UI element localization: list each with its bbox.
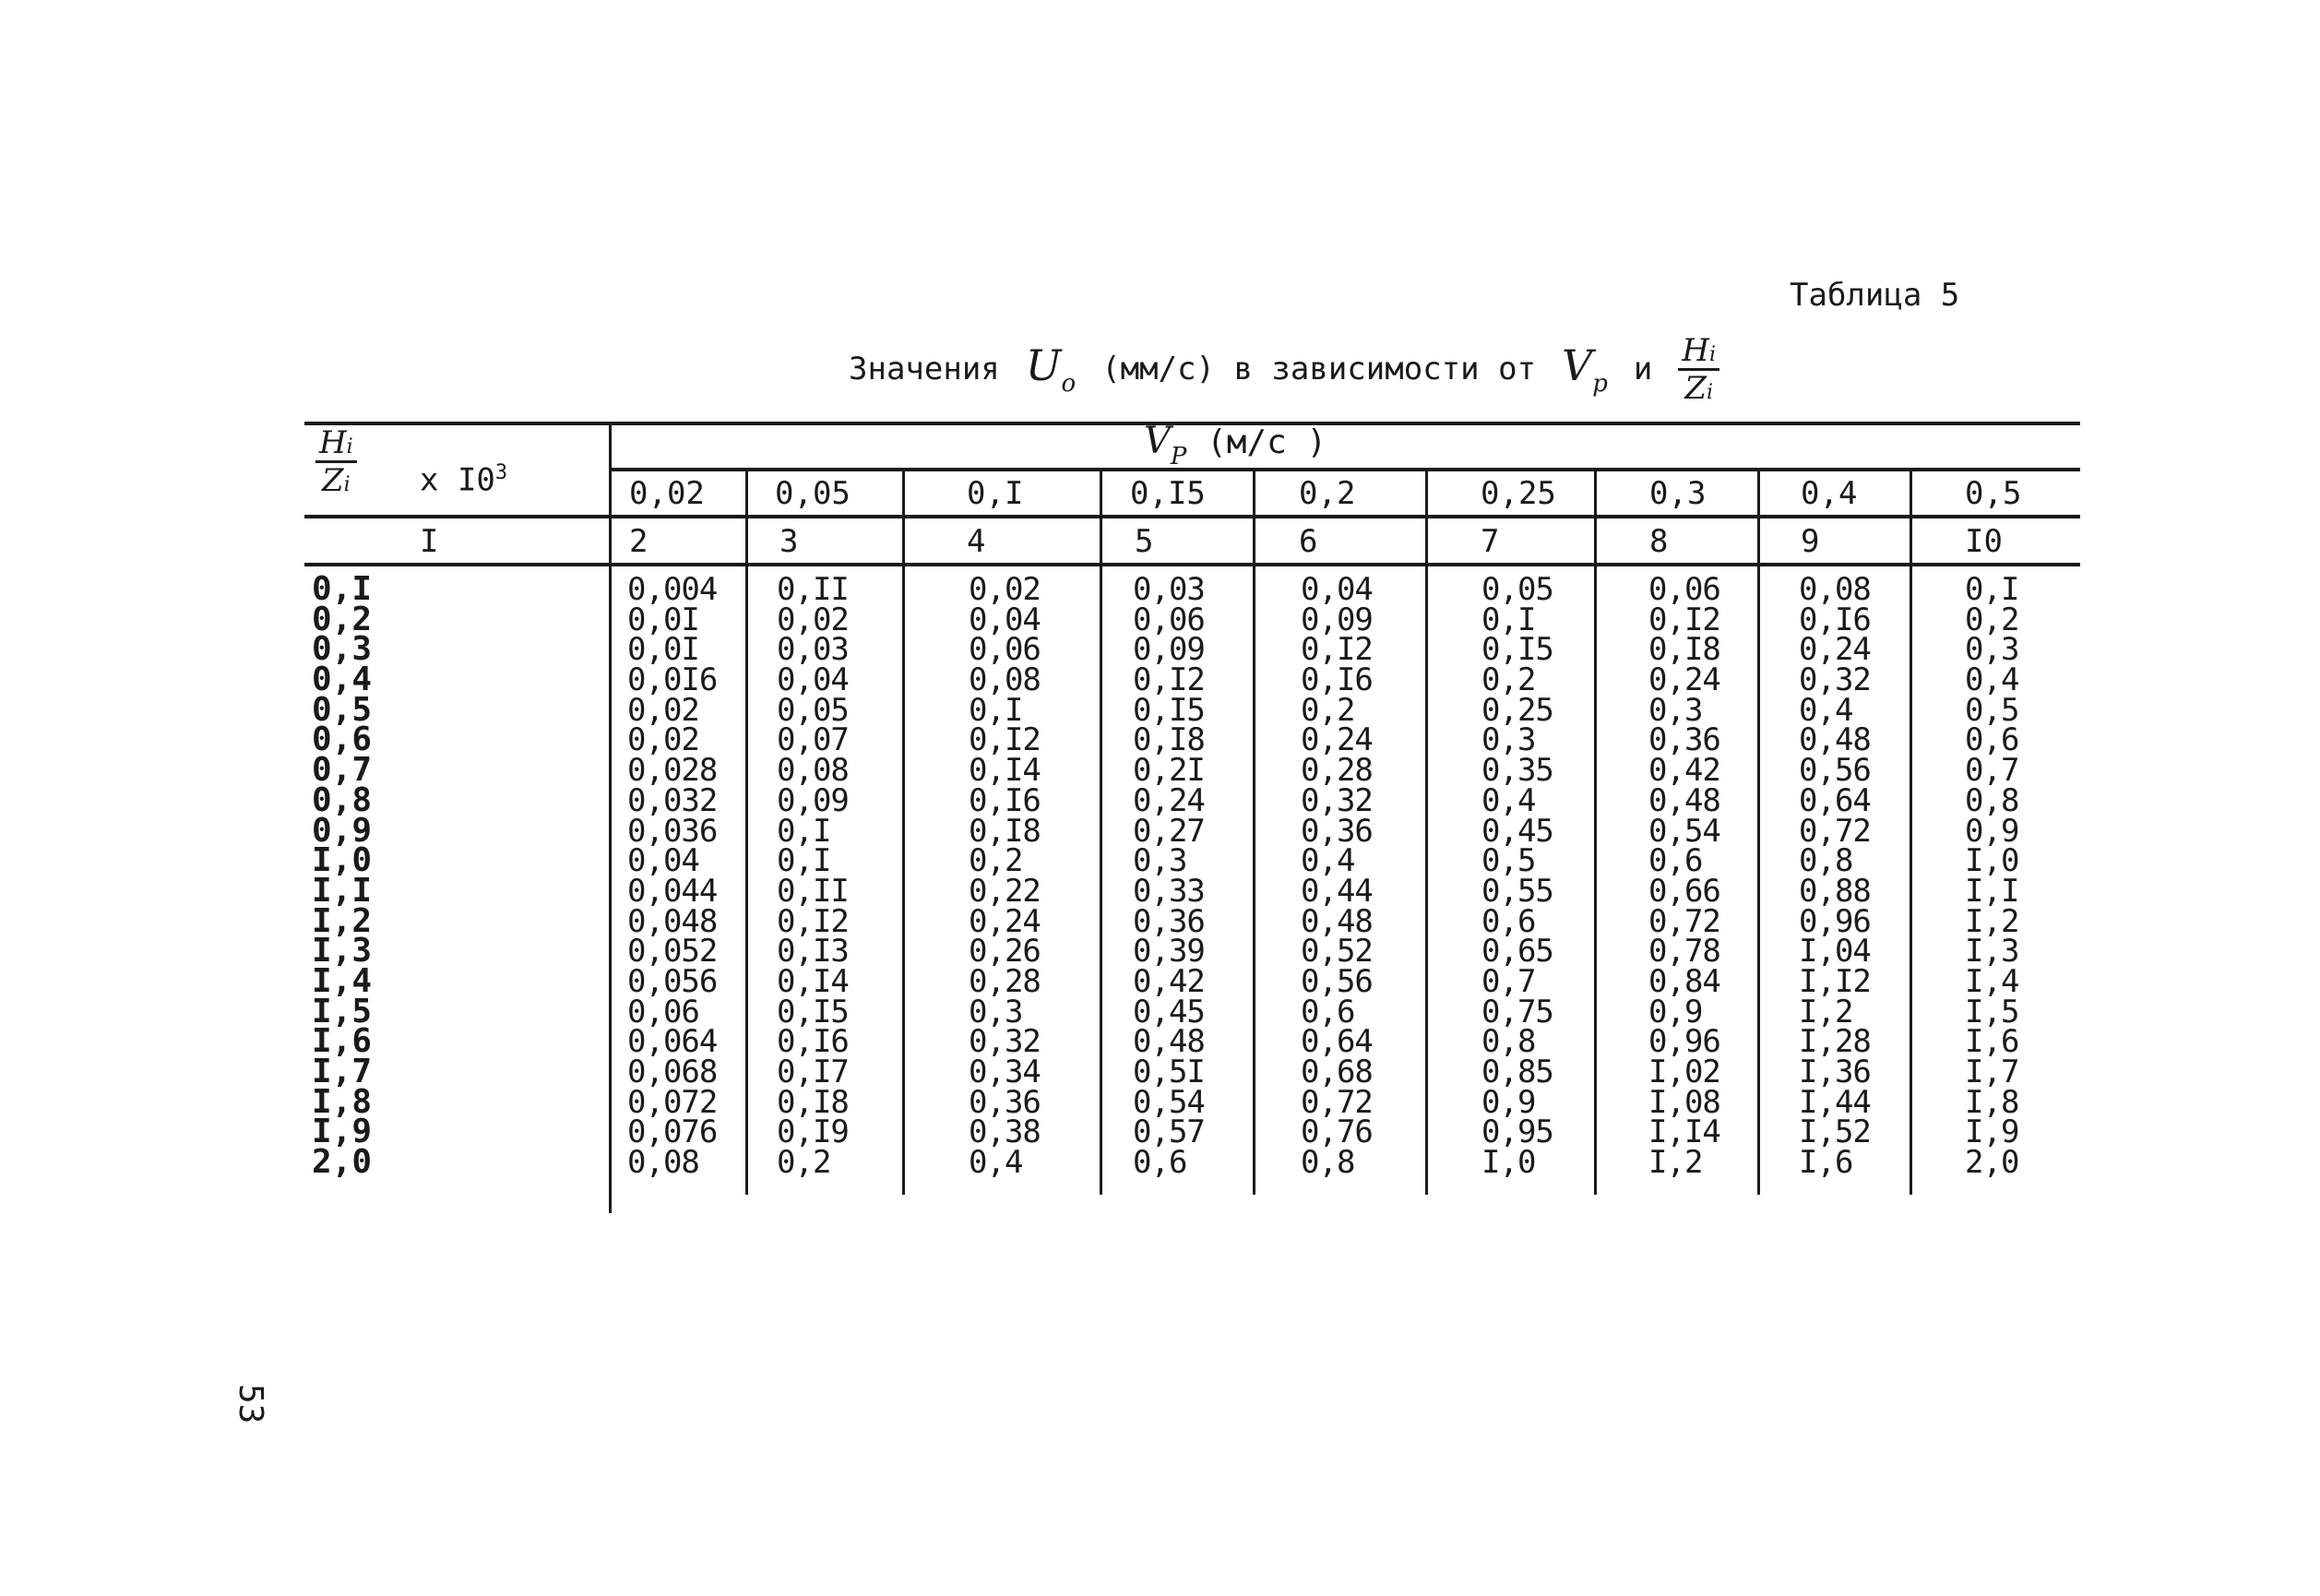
table-cell: I,9 xyxy=(1965,1114,2019,1151)
table-cell: 0,06 xyxy=(627,993,699,1030)
column-divider xyxy=(1910,468,1912,1195)
column-header-value: 0,25 xyxy=(1481,475,1556,512)
row-label: 0,5 xyxy=(312,690,373,729)
table-cell: 0,064 xyxy=(627,1023,718,1061)
table-cell: 0,052 xyxy=(627,933,718,971)
table-cell: 0,88 xyxy=(1799,872,1871,910)
table-cell: 0,I2 xyxy=(969,721,1041,759)
column-number: 4 xyxy=(967,523,986,560)
table-cell: 0,38 xyxy=(969,1114,1041,1151)
row-label: 0,2 xyxy=(312,600,373,638)
table-number-label: Таблица 5 xyxy=(1790,277,1960,314)
table-cell: 0,54 xyxy=(1133,1083,1205,1121)
table-cell: 0,09 xyxy=(1133,631,1205,669)
table-cell: 0,08 xyxy=(1799,571,1871,608)
table-cell: 0,3 xyxy=(1133,842,1187,880)
group-header-rule xyxy=(609,468,2080,471)
row-label: 0,9 xyxy=(312,811,373,850)
table-cell: I,52 xyxy=(1799,1114,1871,1151)
table-cell: I,5 xyxy=(1965,993,2019,1030)
table-cell: 0,I5 xyxy=(777,993,849,1030)
caption-and: и xyxy=(1633,351,1653,387)
table-cell: 0,048 xyxy=(627,902,718,940)
table-cell: 0,28 xyxy=(1301,752,1373,790)
table-cell: 0,72 xyxy=(1301,1083,1373,1121)
table-cell: 0,06 xyxy=(1648,571,1720,608)
table-cell: 0,02 xyxy=(627,721,699,759)
column-divider xyxy=(1594,468,1597,1195)
table-cell: 0,I xyxy=(1481,601,1536,638)
column-header-value: 0,3 xyxy=(1649,475,1707,512)
table-cell: 0,2 xyxy=(969,842,1023,880)
table-cell: 0,8 xyxy=(1481,1023,1536,1061)
table-cell: 0,6 xyxy=(1301,993,1355,1030)
column-number: 5 xyxy=(1135,523,1154,560)
group-header: $V_P$ (м/с ) xyxy=(1144,420,1327,470)
table-cell: 0,8 xyxy=(1799,842,1853,880)
table-cell: 0,25 xyxy=(1481,691,1553,729)
row-label: 0,8 xyxy=(312,780,373,819)
caption-units: (мм/с) в зависимости от xyxy=(1101,351,1537,387)
table-cell: 0,I6 xyxy=(1301,661,1373,699)
data-column-10 xyxy=(1965,571,2019,1182)
table-cell: 0,56 xyxy=(1301,962,1373,1000)
table-cell: I,44 xyxy=(1799,1083,1871,1121)
table-cell: 0,36 xyxy=(1648,721,1720,759)
table-cell: 0,04 xyxy=(969,601,1041,638)
table-cell: 0,2 xyxy=(1481,661,1536,699)
table-cell: 0,04 xyxy=(777,661,849,699)
table-cell: 0,9 xyxy=(1965,812,2019,850)
row-label: I,3 xyxy=(312,932,373,971)
table-cell: 0,06 xyxy=(969,631,1041,669)
table-cell: 0,068 xyxy=(627,1054,718,1090)
row-header-divider xyxy=(609,422,612,1213)
table-cell: 0,24 xyxy=(1133,781,1205,819)
table-cell: 0,72 xyxy=(1799,812,1871,850)
table-cell: 0,I3 xyxy=(777,933,849,971)
column-divider xyxy=(745,468,748,1195)
table-cell: 0,6 xyxy=(1965,721,2019,759)
table-cell: 0,I8 xyxy=(969,812,1041,850)
table-cell: 0,I5 xyxy=(1133,691,1205,729)
table-cell: 0,07 xyxy=(777,721,849,759)
table-cell: 0,2 xyxy=(1301,691,1355,729)
column-number: I0 xyxy=(1965,523,2003,560)
data-column-4 xyxy=(969,571,1041,1182)
table-cell: 0,68 xyxy=(1301,1054,1373,1090)
table-cell: 0,42 xyxy=(1133,962,1205,1000)
table-cell: 0,02 xyxy=(777,601,849,638)
row-label: 0,7 xyxy=(312,751,373,790)
table-cell: 0,I4 xyxy=(969,752,1041,790)
table-cell: I,I2 xyxy=(1799,962,1871,1000)
table-cell: 0,36 xyxy=(969,1083,1041,1121)
table-cell: 0,95 xyxy=(1481,1114,1553,1151)
column-header-value: 0,I xyxy=(967,475,1024,512)
table-cell: 0,I6 xyxy=(1799,601,1871,638)
table-cell: 0,I6 xyxy=(969,781,1041,819)
table-cell: 0,I2 xyxy=(1301,631,1373,669)
table-cell: 0,I2 xyxy=(1648,601,1720,638)
row-header-multiplier: x $I0^3$ xyxy=(420,461,508,499)
table-cell: 0,072 xyxy=(627,1083,718,1121)
column-number: 3 xyxy=(779,523,799,560)
column-divider xyxy=(902,468,905,1195)
column-numbers-rule xyxy=(304,563,2080,566)
table-cell: 0,39 xyxy=(1133,933,1205,971)
table-cell: 0,96 xyxy=(1799,902,1871,940)
table-cell: 0,4 xyxy=(1481,781,1536,819)
table-cell: 0,I7 xyxy=(777,1054,849,1090)
table-cell: 0,9 xyxy=(1648,993,1703,1030)
row-header-number: I xyxy=(420,523,439,560)
table-cell: 0,03 xyxy=(1133,571,1205,608)
table-cell: 0,3 xyxy=(1965,631,2019,669)
table-cell: 0,24 xyxy=(1799,631,1871,669)
table-cell: I,28 xyxy=(1799,1023,1871,1061)
table-cell: 0,0I6 xyxy=(627,661,718,699)
table-cell: 0,I4 xyxy=(777,962,849,1000)
table-cell: 0,04 xyxy=(1301,571,1373,608)
table-cell: 0,9 xyxy=(1481,1083,1536,1121)
data-column-2 xyxy=(627,571,718,1182)
column-header-value: 0,5 xyxy=(1965,475,2022,512)
table-cell: I,02 xyxy=(1648,1054,1720,1090)
table-cell: 0,48 xyxy=(1133,1023,1205,1061)
table-cell: 0,09 xyxy=(1301,601,1373,638)
table-cell: 0,I xyxy=(777,842,831,880)
table-cell: I,I xyxy=(1965,872,2019,910)
table-cell: 0,03 xyxy=(777,631,849,669)
row-label: 0,I xyxy=(312,570,373,608)
table-cell: 0,45 xyxy=(1133,993,1205,1030)
row-label: I,I xyxy=(312,871,373,910)
table-cell: 0,I xyxy=(777,812,831,850)
table-cell: 0,4 xyxy=(1301,842,1355,880)
table-cell: 0,48 xyxy=(1799,721,1871,759)
column-divider xyxy=(1253,468,1255,1195)
table-cell: I,7 xyxy=(1965,1054,2019,1090)
table-cell: 0,22 xyxy=(969,872,1041,910)
table-cell: 0,02 xyxy=(969,571,1041,608)
table-cell: 0,48 xyxy=(1301,902,1373,940)
row-label: I,4 xyxy=(312,961,373,1000)
data-column-6 xyxy=(1301,571,1373,1182)
table-cell: 2,0 xyxy=(1965,1144,2019,1182)
table-cell: 0,6 xyxy=(1481,902,1536,940)
table-cell: 0,56 xyxy=(1799,752,1871,790)
table-cell: 0,24 xyxy=(969,902,1041,940)
table-cell: 0,78 xyxy=(1648,933,1720,971)
table-cell: 0,036 xyxy=(627,812,718,850)
table-cell: 0,55 xyxy=(1481,872,1553,910)
row-label: I,2 xyxy=(312,901,373,940)
row-label: 2,0 xyxy=(312,1143,373,1182)
table-cell: 0,24 xyxy=(1648,661,1720,699)
table-cell: 0,4 xyxy=(969,1144,1023,1182)
table-cell: 0,7 xyxy=(1481,962,1536,1000)
table-cell: 0,34 xyxy=(969,1054,1041,1090)
table-cell: 0,84 xyxy=(1648,962,1720,1000)
table-cell: 0,33 xyxy=(1133,872,1205,910)
table-cell: 0,54 xyxy=(1648,812,1720,850)
table-cell: 0,42 xyxy=(1648,752,1720,790)
column-divider xyxy=(1425,468,1428,1195)
table-cell: 0,44 xyxy=(1301,872,1373,910)
table-cell: 0,0I xyxy=(627,601,699,638)
caption-prefix: Значения xyxy=(849,351,1000,387)
table-cell: 0,04 xyxy=(627,842,699,880)
row-label: 0,3 xyxy=(312,630,373,669)
data-column-7 xyxy=(1481,571,1553,1182)
caption-symbol-u: $U_o$ xyxy=(1025,340,1077,398)
table-cell: I,08 xyxy=(1648,1083,1720,1121)
table-cell: I,0 xyxy=(1481,1144,1536,1182)
table-cell: 0,35 xyxy=(1481,752,1553,790)
column-number: 6 xyxy=(1299,523,1318,560)
table-cell: 0,26 xyxy=(969,933,1041,971)
table-cell: I,8 xyxy=(1965,1083,2019,1121)
table-cell: I,6 xyxy=(1965,1023,2019,1061)
table-cell: 0,004 xyxy=(627,571,718,608)
row-label: I,5 xyxy=(312,992,373,1030)
table-cell: 0,I6 xyxy=(777,1023,849,1061)
data-column-8 xyxy=(1648,571,1720,1182)
table-cell: 0,08 xyxy=(627,1144,699,1182)
column-header-value: 0,2 xyxy=(1299,475,1356,512)
table-cell: 0,24 xyxy=(1301,721,1373,759)
table-cell: 0,36 xyxy=(1301,812,1373,850)
table-cell: 0,8 xyxy=(1301,1144,1355,1182)
table-cell: 0,32 xyxy=(1799,661,1871,699)
data-column-9 xyxy=(1799,571,1871,1182)
column-number: 7 xyxy=(1481,523,1500,560)
table-cell: 0,57 xyxy=(1133,1114,1205,1151)
table-cell: 0,27 xyxy=(1133,812,1205,850)
table-cell: I,2 xyxy=(1648,1144,1703,1182)
table-cell: 0,32 xyxy=(969,1023,1041,1061)
table-cell: 0,64 xyxy=(1799,781,1871,819)
table-caption xyxy=(849,328,1719,411)
table-cell: 0,66 xyxy=(1648,872,1720,910)
table-cell: 0,I xyxy=(969,691,1023,729)
table-cell: 0,05 xyxy=(1481,571,1553,608)
row-label: I,0 xyxy=(312,841,373,880)
table-cell: 0,65 xyxy=(1481,933,1553,971)
table-cell: 0,85 xyxy=(1481,1054,1553,1090)
caption-fraction: $\frac{Hi}{Zi}$ xyxy=(1678,335,1719,404)
table-cell: 0,028 xyxy=(627,752,718,790)
row-header-fraction: $\frac{Hi}{Zi}$ xyxy=(315,427,357,496)
table-cell: 0,3 xyxy=(1481,721,1536,759)
table-cell: 0,I8 xyxy=(777,1083,849,1121)
table-cell: I,0 xyxy=(1965,842,2019,880)
table-cell: 0,I8 xyxy=(1648,631,1720,669)
table-cell: 0,64 xyxy=(1301,1023,1373,1061)
row-label: I,7 xyxy=(312,1053,373,1090)
table-cell: 0,02 xyxy=(627,691,699,729)
table-cell: 0,76 xyxy=(1301,1114,1373,1151)
table-cell: 0,6 xyxy=(1133,1144,1187,1182)
column-number: 2 xyxy=(629,523,648,560)
table-cell: 0,8 xyxy=(1965,781,2019,819)
table-cell: 0,3 xyxy=(969,993,1023,1030)
table-cell: 0,I2 xyxy=(1133,661,1205,699)
table-cell: 0,7 xyxy=(1965,752,2019,790)
data-column-3 xyxy=(777,571,849,1182)
row-labels-column xyxy=(312,570,373,1182)
table-cell: 0,032 xyxy=(627,781,718,819)
row-label: 0,6 xyxy=(312,721,373,759)
table-cell: I,36 xyxy=(1799,1054,1871,1090)
table-cell: 0,2 xyxy=(777,1144,831,1182)
table-cell: 0,06 xyxy=(1133,601,1205,638)
column-divider xyxy=(1100,468,1102,1195)
table-cell: 0,2I xyxy=(1133,752,1205,790)
data-table xyxy=(304,420,2085,1213)
column-header-value: 0,4 xyxy=(1801,475,1858,512)
table-cell: 0,28 xyxy=(969,962,1041,1000)
table-cell: I,3 xyxy=(1965,933,2019,971)
table-cell: 0,5 xyxy=(1481,842,1536,880)
column-divider xyxy=(1757,468,1760,1195)
table-cell: 0,I8 xyxy=(1133,721,1205,759)
table-cell: 0,6 xyxy=(1648,842,1703,880)
table-cell: 0,08 xyxy=(777,752,849,790)
table-cell: 0,I9 xyxy=(777,1114,849,1151)
table-cell: 0,056 xyxy=(627,962,718,1000)
table-cell: 0,076 xyxy=(627,1114,718,1151)
table-cell: I,2 xyxy=(1799,993,1853,1030)
row-label: I,9 xyxy=(312,1113,373,1151)
table-cell: 0,4 xyxy=(1799,691,1853,729)
table-cell: 0,05 xyxy=(777,691,849,729)
table-cell: 0,I xyxy=(1965,571,2019,608)
table-cell: 0,I5 xyxy=(1481,631,1553,669)
table-cell: 0,I2 xyxy=(777,902,849,940)
caption-symbol-v: $V_p$ xyxy=(1562,340,1608,398)
table-cell: 0,0I xyxy=(627,631,699,669)
column-number: 9 xyxy=(1801,523,1820,560)
table-cell: 0,3 xyxy=(1648,691,1703,729)
table-cell: 0,36 xyxy=(1133,902,1205,940)
table-cell: 0,52 xyxy=(1301,933,1373,971)
table-cell: I,2 xyxy=(1965,902,2019,940)
table-cell: 0,2 xyxy=(1965,601,2019,638)
table-cell: I,I4 xyxy=(1648,1114,1720,1151)
data-column-5 xyxy=(1133,571,1205,1182)
table-cell: I,6 xyxy=(1799,1144,1853,1182)
table-cell: 0,II xyxy=(777,872,849,910)
page-number: 53 xyxy=(232,1384,269,1424)
table-cell: 0,48 xyxy=(1648,781,1720,819)
row-label: 0,4 xyxy=(312,661,373,699)
table-cell: I,04 xyxy=(1799,933,1871,971)
row-label: I,8 xyxy=(312,1082,373,1121)
table-cell: 0,044 xyxy=(627,872,718,910)
column-number: 8 xyxy=(1649,523,1669,560)
row-label: I,6 xyxy=(312,1022,373,1061)
table-cell: 0,72 xyxy=(1648,902,1720,940)
column-header-value: 0,I5 xyxy=(1130,475,1206,512)
column-values-rule xyxy=(304,515,2080,518)
table-cell: 0,4 xyxy=(1965,661,2019,699)
column-header-value: 0,05 xyxy=(775,475,851,512)
table-cell: 0,45 xyxy=(1481,812,1553,850)
table-cell: 0,09 xyxy=(777,781,849,819)
table-cell: 0,96 xyxy=(1648,1023,1720,1061)
table-cell: I,4 xyxy=(1965,962,2019,1000)
table-cell: 0,32 xyxy=(1301,781,1373,819)
table-cell: 0,08 xyxy=(969,661,1041,699)
table-cell: 0,5 xyxy=(1965,691,2019,729)
table-cell: 0,5I xyxy=(1133,1054,1205,1090)
table-cell: 0,II xyxy=(777,571,849,608)
table-cell: 0,75 xyxy=(1481,993,1553,1030)
column-header-value: 0,02 xyxy=(629,475,705,512)
